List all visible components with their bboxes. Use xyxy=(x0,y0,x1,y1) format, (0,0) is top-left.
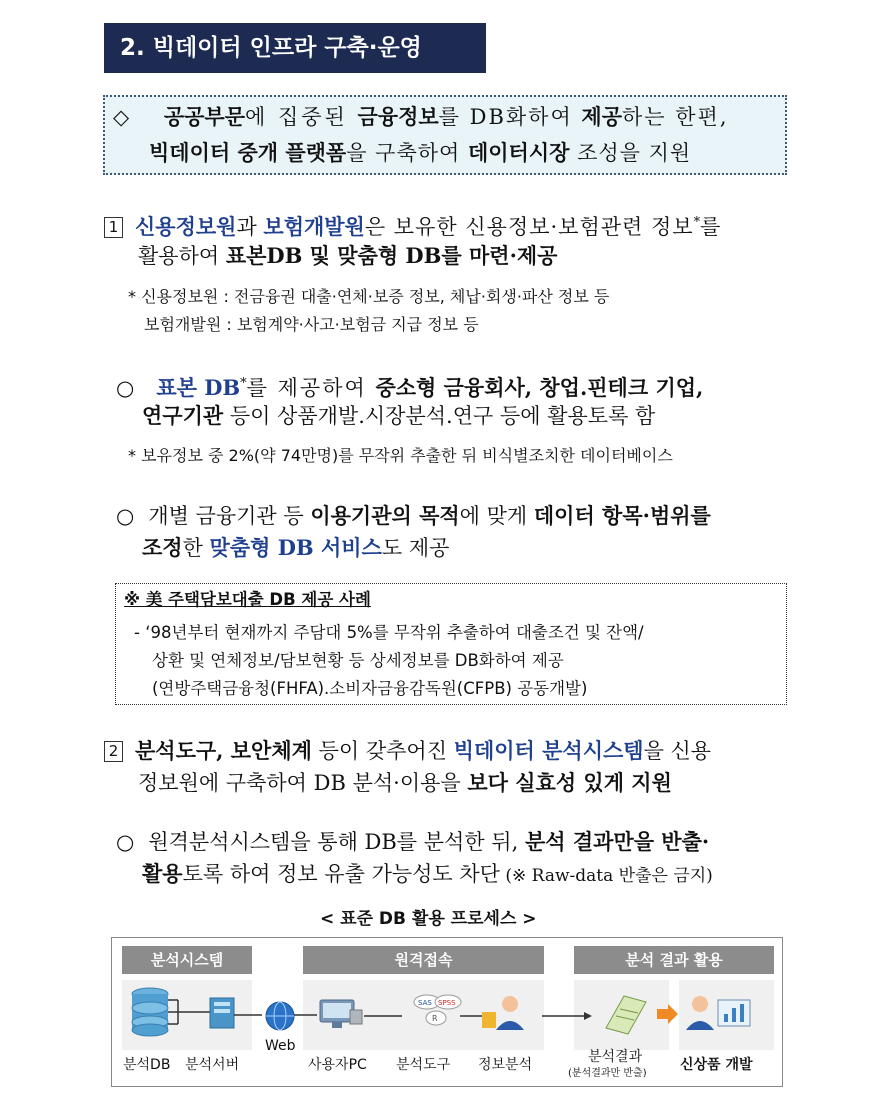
item1-note-2: 보험개발원 : 보험계약·사고·보험금 지급 정보 등 xyxy=(144,315,479,334)
label-result-sub: (분석결과만 반출) xyxy=(568,1068,647,1079)
server-icon xyxy=(210,998,234,1028)
section-title: 2. 빅데이터 인프라 구축·운영 xyxy=(104,23,486,73)
svg-text:R: R xyxy=(432,1014,438,1023)
header-remote-access: 원격접속 xyxy=(303,946,544,974)
bullet3-line-2: 활용토록 하여 정보 유출 가능성도 차단 (※ Raw-data 반출은 금지) xyxy=(142,861,713,886)
label-analysis-tool: 분석도구 xyxy=(396,1057,451,1073)
item2-line-1: 2 분석도구, 보안체계 등이 갖추어진 빅데이터 분석시스템을 신용 xyxy=(104,737,711,765)
item2-line-2: 정보원에 구축하여 DB 분석·이용을 보다 실효성 있게 지원 xyxy=(138,770,672,795)
analyst-person-icon xyxy=(482,996,524,1030)
case-line-2: 상환 및 연체정보/담보현황 등 상세정보를 DB화하여 제공 xyxy=(152,651,564,670)
bullet1-note: * 보유정보 중 2%(약 74만명)를 무작위 추출한 뒤 비식별조치한 데이터베이스 xyxy=(128,446,673,465)
circle-bullet-icon: ○ xyxy=(116,376,135,400)
label-new-product: 신상품 개발 xyxy=(680,1057,753,1073)
product-developer-icon xyxy=(686,996,750,1030)
case-title: ※ 美 주택담보대출 DB 제공 사례 xyxy=(124,590,371,609)
database-icon xyxy=(132,988,168,1036)
circle-bullet-icon: ○ xyxy=(116,830,135,854)
bullet3-line-1: ○ 원격분석시스템을 통해 DB를 분석한 뒤, 분석 결과만을 반출· xyxy=(116,829,710,854)
label-user-pc: 사용자PC xyxy=(308,1057,367,1073)
label-info-analysis: 정보분석 xyxy=(478,1057,533,1073)
svg-text:SPSS: SPSS xyxy=(438,999,456,1007)
item1-line-2: 활용하여 표본DB 및 맞춤형 DB를 마련·제공 xyxy=(138,243,558,268)
label-analysis-server: 분석서버 xyxy=(185,1057,240,1073)
item1-line-1: 1 신용정보원과 보험개발원은 보유한 신용정보·보험관련 정보*를 xyxy=(104,209,720,241)
label-result: 분석결과 xyxy=(588,1049,643,1065)
circle-bullet-icon: ○ xyxy=(116,504,135,528)
label-web: Web xyxy=(265,1038,296,1054)
diamond-icon: ◇ xyxy=(113,105,130,129)
web-globe-icon xyxy=(266,1002,294,1030)
bullet2-line-2: 조정한 맞춤형 DB 서비스도 제공 xyxy=(142,535,450,560)
analysis-tool-logos xyxy=(414,995,461,1025)
summary-line-2: 빅데이터 중개 플랫폼을 구축하여 데이터시장 조성을 지원 xyxy=(149,140,692,165)
diagram-caption: < 표준 DB 활용 프로세스 > xyxy=(320,909,537,929)
summary-box xyxy=(103,95,787,175)
svg-text:SAS: SAS xyxy=(418,999,432,1007)
header-result-usage: 분석 결과 활용 xyxy=(574,946,774,974)
user-pc-icon xyxy=(320,1000,362,1028)
case-line-3: (연방주택금융청(FHFA).소비자금융감독원(CFPB) 공동개발) xyxy=(152,679,588,698)
result-document-icon xyxy=(606,996,646,1034)
summary-line-1: ◇ 공공부문에 집중된 금융정보를 DB화하여 제공하는 한편, xyxy=(113,104,729,129)
header-analysis-system: 분석시스템 xyxy=(122,946,252,974)
number-box-2: 2 xyxy=(104,741,123,762)
bullet2-line-1: ○ 개별 금융기관 등 이용기관의 목적에 맞게 데이터 항목·범위를 xyxy=(116,503,711,528)
orange-arrow-icon xyxy=(657,1004,678,1024)
number-box-1: 1 xyxy=(104,217,123,238)
process-diagram xyxy=(111,937,783,1087)
bullet1-line-1: ○ 표본 DB*를 제공하여 중소형 금융회사, 창업.핀테크 기업, xyxy=(116,375,704,400)
label-analysis-db: 분석DB xyxy=(123,1057,171,1073)
item1-note-1: * 신용정보원 : 전금융권 대출·연체·보증 정보, 체납·회생·파산 정보 등 xyxy=(128,287,610,306)
case-box xyxy=(115,583,787,705)
bullet1-line-2: 연구기관 등이 상품개발.시장분석.연구 등에 활용토록 함 xyxy=(142,403,656,428)
case-line-1: - ‘98년부터 현재까지 주담대 5%를 무작위 추출하여 대출조건 및 잔액/ xyxy=(134,623,644,642)
